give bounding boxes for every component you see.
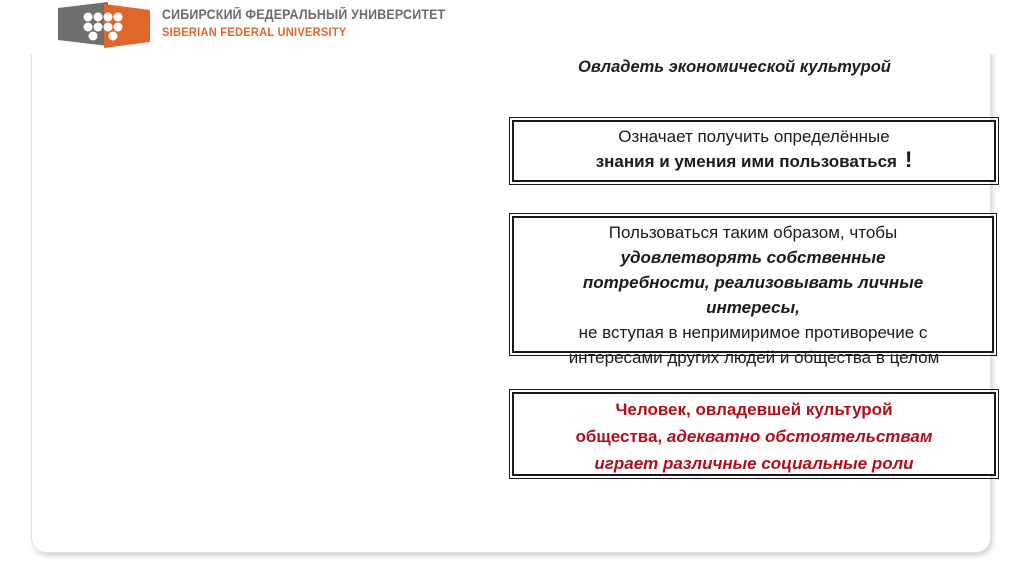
definition-line-1: Означает получить определённые: [618, 127, 890, 146]
usage-line-4: интересы,: [706, 298, 800, 317]
university-name: [162, 8, 470, 38]
university-name-ru: СИБИРСКИЙ ФЕДЕРАЛЬНЫЙ УНИВЕРСИТЕТ: [162, 7, 446, 22]
usage-line-2: удовлетворять собственные: [620, 248, 886, 267]
exclamation-mark: !: [904, 147, 913, 172]
usage-line-5: не вступая в непримиримое противоречие с: [578, 323, 928, 342]
role-line-1: Человек, овладевшей культурой: [615, 400, 893, 419]
usage-line-1: Пользоваться таким образом, чтобы: [608, 223, 898, 242]
role-box: [512, 392, 996, 476]
university-logo-icon: [58, 2, 150, 48]
definition-line-2: [514, 148, 994, 173]
role-line-2: [514, 423, 994, 450]
usage-line-3: потребности, реализовывать личные: [582, 273, 924, 292]
role-line-2-plain: общества,: [575, 427, 663, 446]
role-line-3: играет различные социальные роли: [594, 454, 914, 473]
slide-title: Овладеть экономической культурой: [578, 58, 891, 76]
header: [0, 0, 1024, 54]
usage-box: [512, 216, 994, 367]
definition-emphasis: знания и умения ими пользоваться: [595, 152, 897, 171]
usage-line-6: интересами других людей и общества в целом: [568, 348, 940, 367]
definition-box: [512, 120, 996, 182]
university-name-en: SIBERIAN FEDERAL UNIVERSITY: [162, 24, 347, 39]
role-line-2-italic: адекватно обстоятельствам: [666, 427, 933, 446]
